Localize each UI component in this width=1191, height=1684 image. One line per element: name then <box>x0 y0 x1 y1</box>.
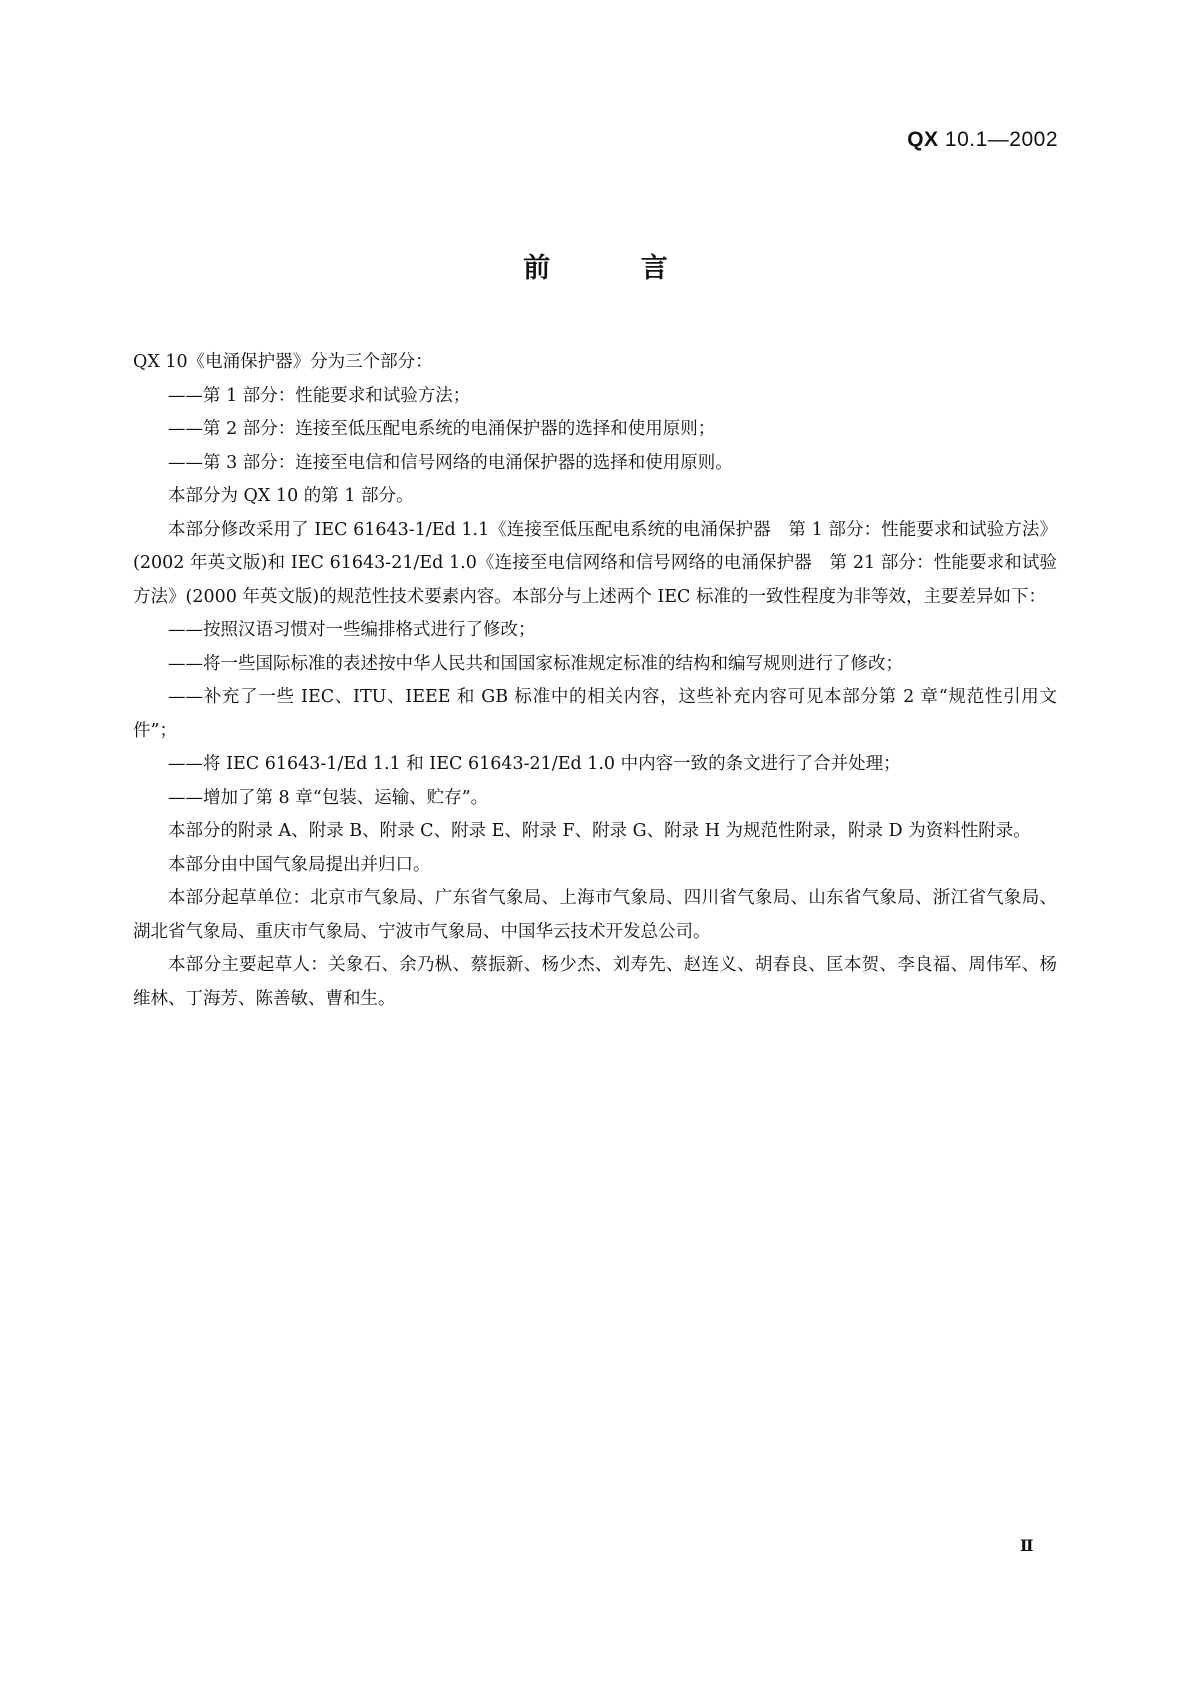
paragraph-annexes: 本部分的附录 A、附录 B、附录 C、附录 E、附录 F、附录 G、附录 H 为规范性附录，附录 D 为资料性附录。 <box>168 821 1031 841</box>
page-number: Ⅱ <box>1020 1538 1034 1555</box>
list-item-difference-5: ——增加了第 8 章“包装、运输、贮存”。 <box>168 787 489 808</box>
paragraph-drafting-units: 本部分起草单位：北京市气象局、广东省气象局、上海市气象局、四川省气象局、山东省气象局、浙江省气象局、湖北省气象局、重庆市气象局、宁波市气象局、中国华云技术开发总公司。 <box>133 888 1057 942</box>
paragraph-adoption: 本部分修改采用了 IEC 61643-1/Ed 1.1《连接至低压配电系统的电涌保护器 第 1 部分：性能要求和试验方法》(2002 年英文版)和 IEC 61643-21/Ed 1.0《连接至电信网络和信号网络的电涌保护器 第 21 部分：性能要求和试验方法》(2000 年英文版)的规范性技术要素内容。本部分与上述两个 IEC 标准的一致性程度为非等效，主要差异如下： <box>133 519 1057 607</box>
list-item-difference-3: ——补充了一些 IEC、ITU、IEEE 和 GB 标准中的相关内容，这些补充内容可见本部分第 2 章“规范性引用文件”； <box>133 687 1057 741</box>
standard-code <box>907 128 1058 152</box>
list-item-part-1: ——第 1 部分：性能要求和试验方法； <box>168 385 471 406</box>
list-item-difference-1: ——按照汉语习惯对一些编排格式进行了修改； <box>168 620 536 640</box>
paragraph-scope: 本部分为 QX 10 的第 1 部分。 <box>168 486 414 506</box>
paragraph-intro: QX 10《电涌保护器》分为三个部分： <box>133 352 433 372</box>
list-item-difference-2: ——将一些国际标准的表述按中华人民共和国国家标准规定标准的结构和编写规则进行了修改； <box>168 653 903 674</box>
list-item-difference-4: ——将 IEC 61643-1/Ed 1.1 和 IEC 61643-21/Ed 1.0 中内容一致的条文进行了合并处理； <box>168 754 901 774</box>
preface-body <box>133 346 1057 1016</box>
list-item-part-3: ——第 3 部分：连接至电信和信号网络的电涌保护器的选择和使用原则。 <box>168 452 733 473</box>
standard-number: 10.1—2002 <box>944 128 1058 151</box>
page-title: 前 言 <box>523 253 709 284</box>
paragraph-drafters: 本部分主要起草人：关象石、余乃枞、蔡振新、杨少杰、刘寿先、赵连义、胡春良、匡本贺、李良福、周伟军、杨维林、丁海芳、陈善敏、曹和生。 <box>133 955 1057 1009</box>
paragraph-proposer: 本部分由中国气象局提出并归口。 <box>168 854 431 875</box>
list-item-part-2: ——第 2 部分：连接至低压配电系统的电涌保护器的选择和使用原则； <box>168 419 716 439</box>
standard-prefix: QX <box>907 128 939 151</box>
